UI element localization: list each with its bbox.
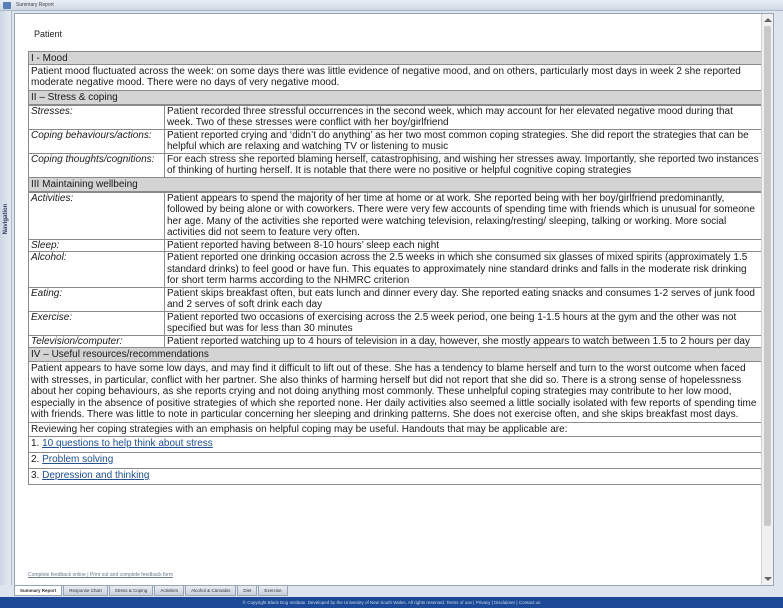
resources-summary: Patient appears to have some low days, and may find it difficult to lift out of these. She has a tendency to blame herself and turn to the worst outcome when faced with stresses, in particular, conflict with her partner. She also thinks of harming herself but did not report that she did so. There is a strong sense of hopelessness about her coping behaviours, as she reports crying and not doing anything most commonly. These unhelpful coping strategies may contribute to her low mood, especially in the absence of positive strategies of which she reported none. Her daily activities also seemed a little socially isolated with few reports of spending time with friends. There was little to note in particular concerning her sleeping and drinking patterns. She does not exercise often, and she skips breakfast most days.	[31, 363, 757, 420]
handout-number: 3.	[31, 470, 40, 481]
tab-response-chart[interactable]: Response Chart	[63, 586, 108, 596]
scrollbar-thumb[interactable]	[764, 26, 771, 526]
row-text: Patient recorded three stressful occurrences in the second week, which may account for her elevated negative mood during that week. Two of these stresses were conflict with her boy/girlfriend	[165, 105, 764, 129]
stress-table	[28, 105, 764, 178]
row-label: Coping thoughts/cognitions:	[29, 153, 165, 177]
row-label: Eating:	[29, 287, 165, 311]
row-label: Sleep:	[29, 239, 165, 252]
navigation-label[interactable]: Navigation	[3, 203, 9, 235]
row-text: Patient appears to spend the majority of her time at home or at work. She reported being with her boy/girlfriend predominantly, followed by being alone or with coworkers. There were very few accounts of spending time with friends which is unusual for someone her age. Many of the activities she reported were watching television, relaxing/resting/ sleeping, talking or working. More social activities did not seem to feature very often.	[165, 192, 764, 239]
section-heading-wellbeing: III Maintaining wellbeing	[28, 178, 764, 192]
table-row	[29, 287, 764, 311]
row-text: Patient reported crying and ‘didn’t do anything’ as her two most common coping strategies. She did report the strategies that can be helpful which are relaxing and watching TV or listening to music	[165, 129, 764, 153]
tab-exercise[interactable]: Exercise	[258, 586, 287, 596]
mood-text: Patient mood fluctuated across the week: on some days there was little evidence of negative mood, and on others, particularly most days in week 2 she reported moderate negative mood. There were no days of very negative mood.	[28, 65, 764, 91]
handout-item	[29, 452, 763, 468]
table-row	[29, 335, 764, 348]
handout-link-problem-solving[interactable]: Problem solving	[42, 454, 114, 465]
row-text: Patient reported having between 8-10 hours’ sleep each night	[165, 239, 764, 252]
table-row	[29, 252, 764, 288]
report-tabs	[14, 586, 289, 596]
scroll-down-icon[interactable]	[764, 577, 772, 581]
app-icon	[3, 2, 11, 9]
tab-alcohol-cannabis[interactable]: Alcohol & Cannabis	[185, 586, 236, 596]
row-text: Patient reported two occasions of exercising across the 2.5 week period, one being 1-1.5 hours at the gym and the other was not specified but was for less than 30 minutes	[165, 311, 764, 335]
section-heading-resources: IV – Useful resources/recommendations	[28, 348, 764, 362]
row-label: Coping behaviours/actions:	[29, 129, 165, 153]
row-label: Activities:	[29, 192, 165, 239]
tab-summary-report[interactable]: Summary Report	[14, 586, 62, 596]
tab-diet[interactable]: Diet	[237, 586, 257, 596]
page-title: Patient	[34, 29, 63, 39]
table-row	[29, 153, 764, 177]
report-document	[28, 24, 764, 485]
handout-item	[29, 436, 763, 452]
handout-number: 2.	[31, 454, 40, 465]
table-row	[29, 105, 764, 129]
row-text: Patient reported one drinking occasion across the 2.5 weeks in which she consumed six glasses of mixed spirits (approximately 1.5 standard drinks) to feel good or have fun. This equates to approximately nine standard drinks and falls in the moderate risk drinking for short term harms according to the NHMRC criterion	[165, 252, 764, 288]
resources-recommendation: Reviewing her coping strategies with an emphasis on helpful coping may be useful. Handouts that may be applicable are:	[29, 422, 763, 437]
section-heading-stress: II – Stress & coping	[28, 91, 764, 105]
handout-link-depression-thinking[interactable]: Depression and thinking	[42, 470, 150, 481]
resources-block	[28, 362, 764, 485]
section-heading-mood: I - Mood	[28, 51, 764, 65]
vertical-scrollbar[interactable]	[761, 14, 773, 585]
row-text: For each stress she reported blaming herself, catastrophising, and wishing her stresses away. Importantly, she reported two instances of thinking of hurting herself. It is notable that there were no positive or helpful cognitive coping strategies	[165, 153, 764, 177]
feedback-link[interactable]: Complete feedback online | Print out and complete feedback form	[28, 572, 173, 578]
wellbeing-table	[28, 192, 764, 349]
row-text: Patient skips breakfast often, but eats lunch and dinner every day. She reported eating snacks and consumes 1-2 serves of junk food and 2 serves of soft drink each day	[165, 287, 764, 311]
handout-link-stress-questions[interactable]: 10 questions to help think about stress	[42, 438, 213, 449]
handout-item	[29, 468, 763, 484]
table-row	[29, 239, 764, 252]
table-row	[29, 129, 764, 153]
handout-number: 1.	[31, 438, 40, 449]
tab-stress-coping[interactable]: Stress & Coping	[109, 586, 154, 596]
window-title: Summary Report	[16, 2, 54, 8]
status-bar	[0, 597, 783, 608]
row-label: Stresses:	[29, 105, 165, 129]
table-row	[29, 192, 764, 239]
row-label: Television/computer:	[29, 335, 165, 348]
row-text: Patient reported watching up to 4 hours of television in a day, however, she mostly appears to watch between 1.5 to 2 hours per day	[165, 335, 764, 348]
copyright-text: © Copyright Black Dog Institute. Developed by the University of New South Wales. All rights reserved. Terms of use | Privacy | Disclaimer | Contact us	[242, 600, 541, 605]
tab-activities[interactable]: Activities	[154, 586, 184, 596]
scroll-up-icon[interactable]	[764, 18, 772, 22]
row-label: Alcohol:	[29, 252, 165, 288]
row-label: Exercise:	[29, 311, 165, 335]
table-row	[29, 311, 764, 335]
report-pane	[14, 13, 774, 586]
navigation-rail[interactable]	[0, 11, 12, 585]
title-bar	[0, 0, 783, 11]
